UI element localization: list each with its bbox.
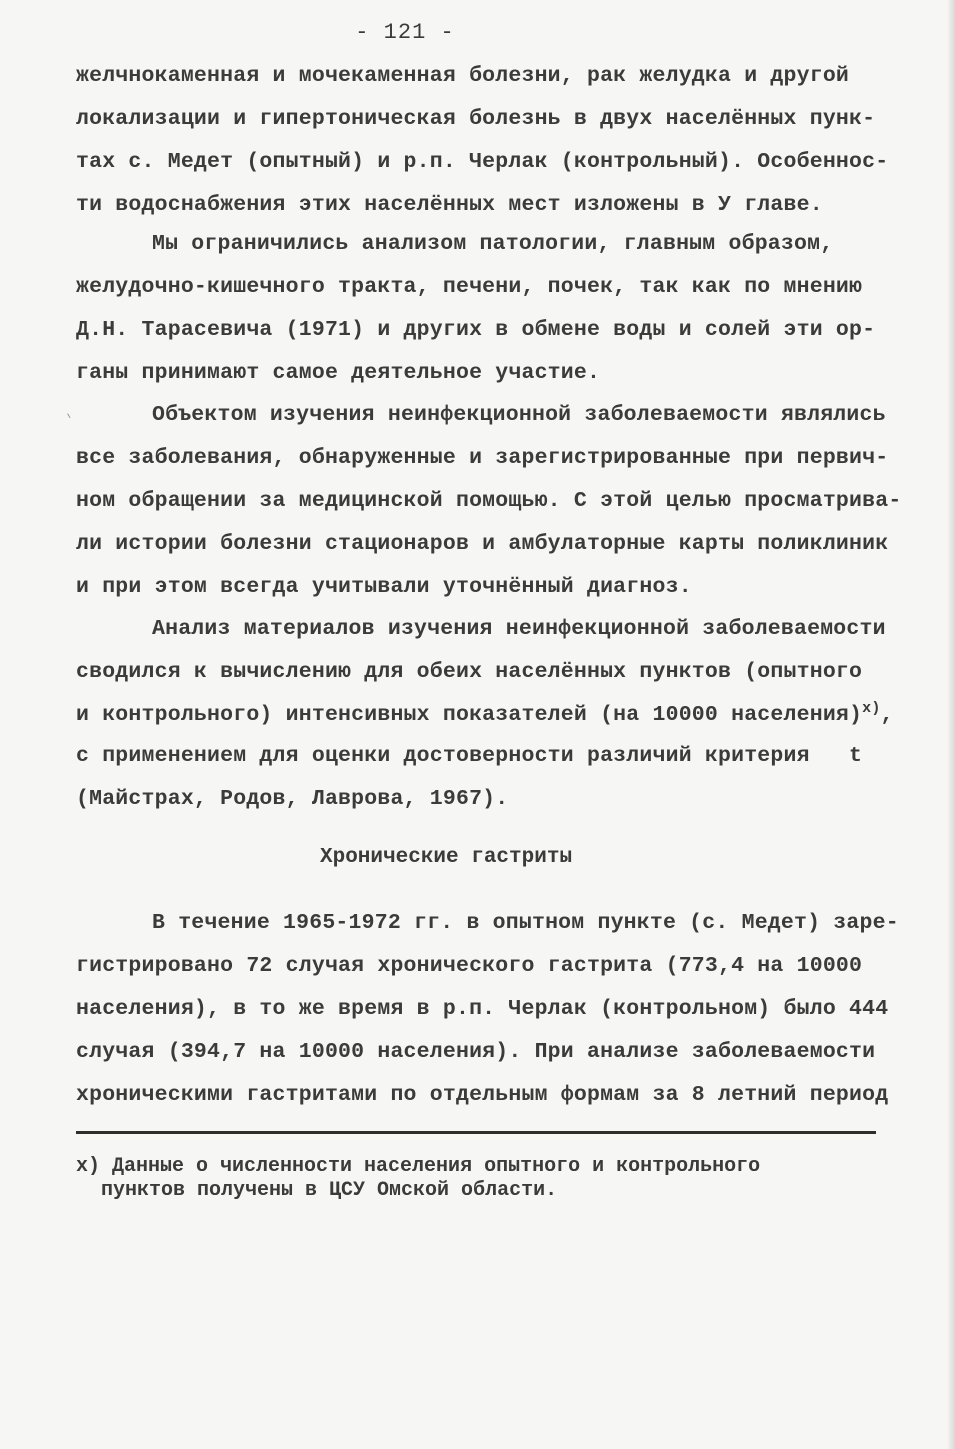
- text-line: гистрировано 72 случая хронического гастрита (773,4 на 10000: [76, 954, 863, 978]
- text-line: тах с. Медет (опытный) и р.п. Черлак (контрольный). Особеннос-: [76, 150, 889, 174]
- page-number: - 121 -: [355, 20, 455, 45]
- footnote-reference: х): [862, 700, 881, 717]
- text-line: хроническими гастритами по отдельным формам за 8 летний период: [76, 1083, 889, 1107]
- text-line: Анализ материалов изучения неинфекционной заболеваемости: [152, 617, 886, 641]
- text-line: ном обращении за медицинской помощью. С этой целью просматрива-: [76, 489, 902, 513]
- text-line: (Майстрах, Родов, Лаврова, 1967).: [76, 787, 509, 811]
- text-line: ли истории болезни стационаров и амбулаторные карты поликлиник: [76, 532, 889, 556]
- text-line: и при этом всегда учитывали уточнённый диагноз.: [76, 575, 692, 599]
- footnote-line: х) Данные о численности населения опытного и контрольного: [76, 1155, 761, 1178]
- footnote-line: пунктов получены в ЦСУ Омской области.: [101, 1179, 558, 1202]
- text-line: локализации и гипертоническая болезнь в двух населённых пунк-: [76, 107, 876, 131]
- text-line: ганы принимают самое деятельное участие.: [76, 361, 601, 385]
- text-line: желчнокаменная и мочекаменная болезни, рак желудка и другой: [76, 64, 850, 88]
- section-heading: Хронические гастриты: [320, 846, 573, 869]
- text-line: с применением для оценки достоверности различий критерия t: [76, 744, 863, 768]
- page-edge-shadow: [947, 0, 955, 1449]
- text-line-end: ,: [880, 703, 894, 728]
- text-line: В течение 1965-1972 гг. в опытном пункте (с. Медет) заре-: [152, 911, 899, 935]
- text-line: Объектом изучения неинфекционной заболеваемости являлись: [152, 403, 886, 427]
- text-line: сводился к вычислению для обеих населённых пунктов (опытного: [76, 660, 863, 684]
- text-line-with-footnote-ref: [76, 700, 894, 727]
- footnote-divider: [76, 1131, 876, 1134]
- text-line-main: и контрольного) интенсивных показателей (на 10000 населения): [76, 703, 863, 728]
- text-line: населения), в то же время в р.п. Черлак (контрольном) было 444: [76, 997, 889, 1021]
- text-line: Мы ограничились анализом патологии, главным образом,: [152, 232, 834, 256]
- text-line: желудочно-кишечного тракта, печени, почек, так как по мнению: [76, 275, 863, 299]
- scan-mark: [67, 411, 75, 418]
- text-line: Д.Н. Тарасевича (1971) и других в обмене воды и солей эти ор-: [76, 318, 876, 342]
- text-line: все заболевания, обнаруженные и зарегистрированные при первич-: [76, 446, 889, 470]
- text-line: случая (394,7 на 10000 населения). При анализе заболеваемости: [76, 1040, 876, 1064]
- text-line: ти водоснабжения этих населённых мест изложены в У главе.: [76, 193, 823, 217]
